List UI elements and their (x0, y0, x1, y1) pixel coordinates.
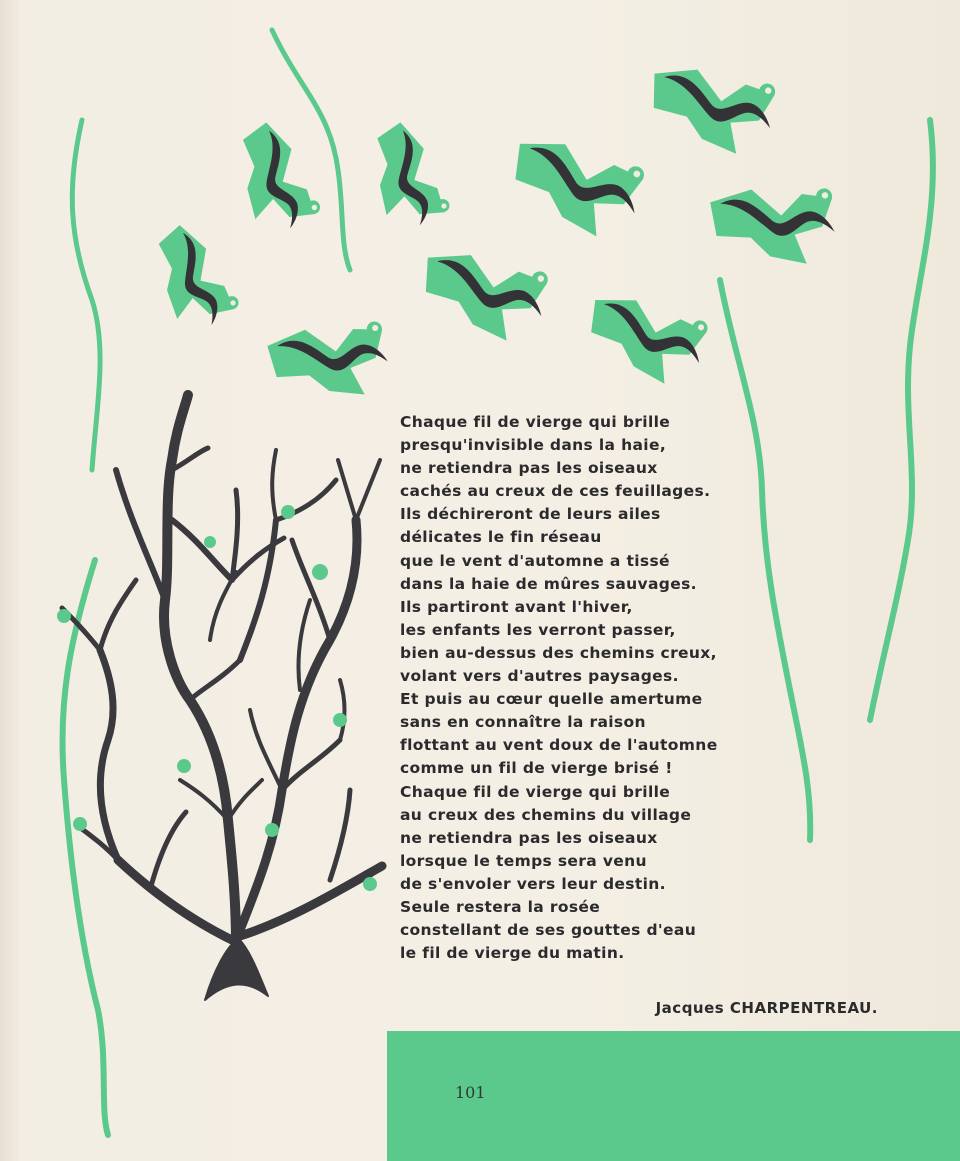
poem-line: bien au-dessus des chemins creux, (400, 643, 717, 662)
poem-line: volant vers d'autres paysages. (400, 667, 679, 686)
page-number: 101 (455, 1083, 486, 1102)
poem-line: ne retiendra pas les oiseaux (400, 828, 658, 847)
poem-line: constellant de ses gouttes d'eau (400, 921, 697, 940)
poem-line: ne retiendra pas les oiseaux (400, 459, 658, 478)
poem-line: les enfants les verront passer, (400, 620, 676, 639)
poem-line: Chaque fil de vierge qui brille (400, 782, 671, 801)
poem-line: dans la haie de mûres sauvages. (400, 574, 697, 593)
poem-text (400, 411, 718, 965)
poem-line: que le vent d'automne a tissé (400, 551, 670, 570)
poem-line: au creux des chemins du village (400, 805, 692, 824)
poem-line: Et puis au cœur quelle amertume (400, 690, 703, 709)
poem-line: Ils déchireront de leurs ailes (400, 505, 661, 524)
poem-line: sans en connaître la raison (400, 713, 646, 732)
poem-line: flottant au vent doux de l'automne (400, 736, 718, 755)
bird-icon (134, 64, 837, 410)
author-signature: Jacques CHARPENTREAU. (655, 999, 878, 1017)
poem-line: le fil de vierge du matin. (400, 944, 625, 963)
poem-line: cachés au creux de ces feuillages. (400, 482, 711, 501)
poem-line: Chaque fil de vierge qui brille (400, 413, 671, 431)
bare-tree-icon (62, 395, 382, 1000)
poem-line: lorsque le temps sera venu (400, 851, 647, 870)
poem-line: Ils partiront avant l'hiver, (400, 597, 633, 616)
poem-line: délicates le fin réseau (400, 528, 602, 547)
poem-line: de s'envoler vers leur destin. (400, 874, 666, 893)
poem-line: presqu'invisible dans la haie, (400, 436, 667, 455)
poem-line: comme un fil de vierge brisé ! (400, 759, 673, 778)
poem-line: Seule restera la rosée (400, 897, 601, 916)
